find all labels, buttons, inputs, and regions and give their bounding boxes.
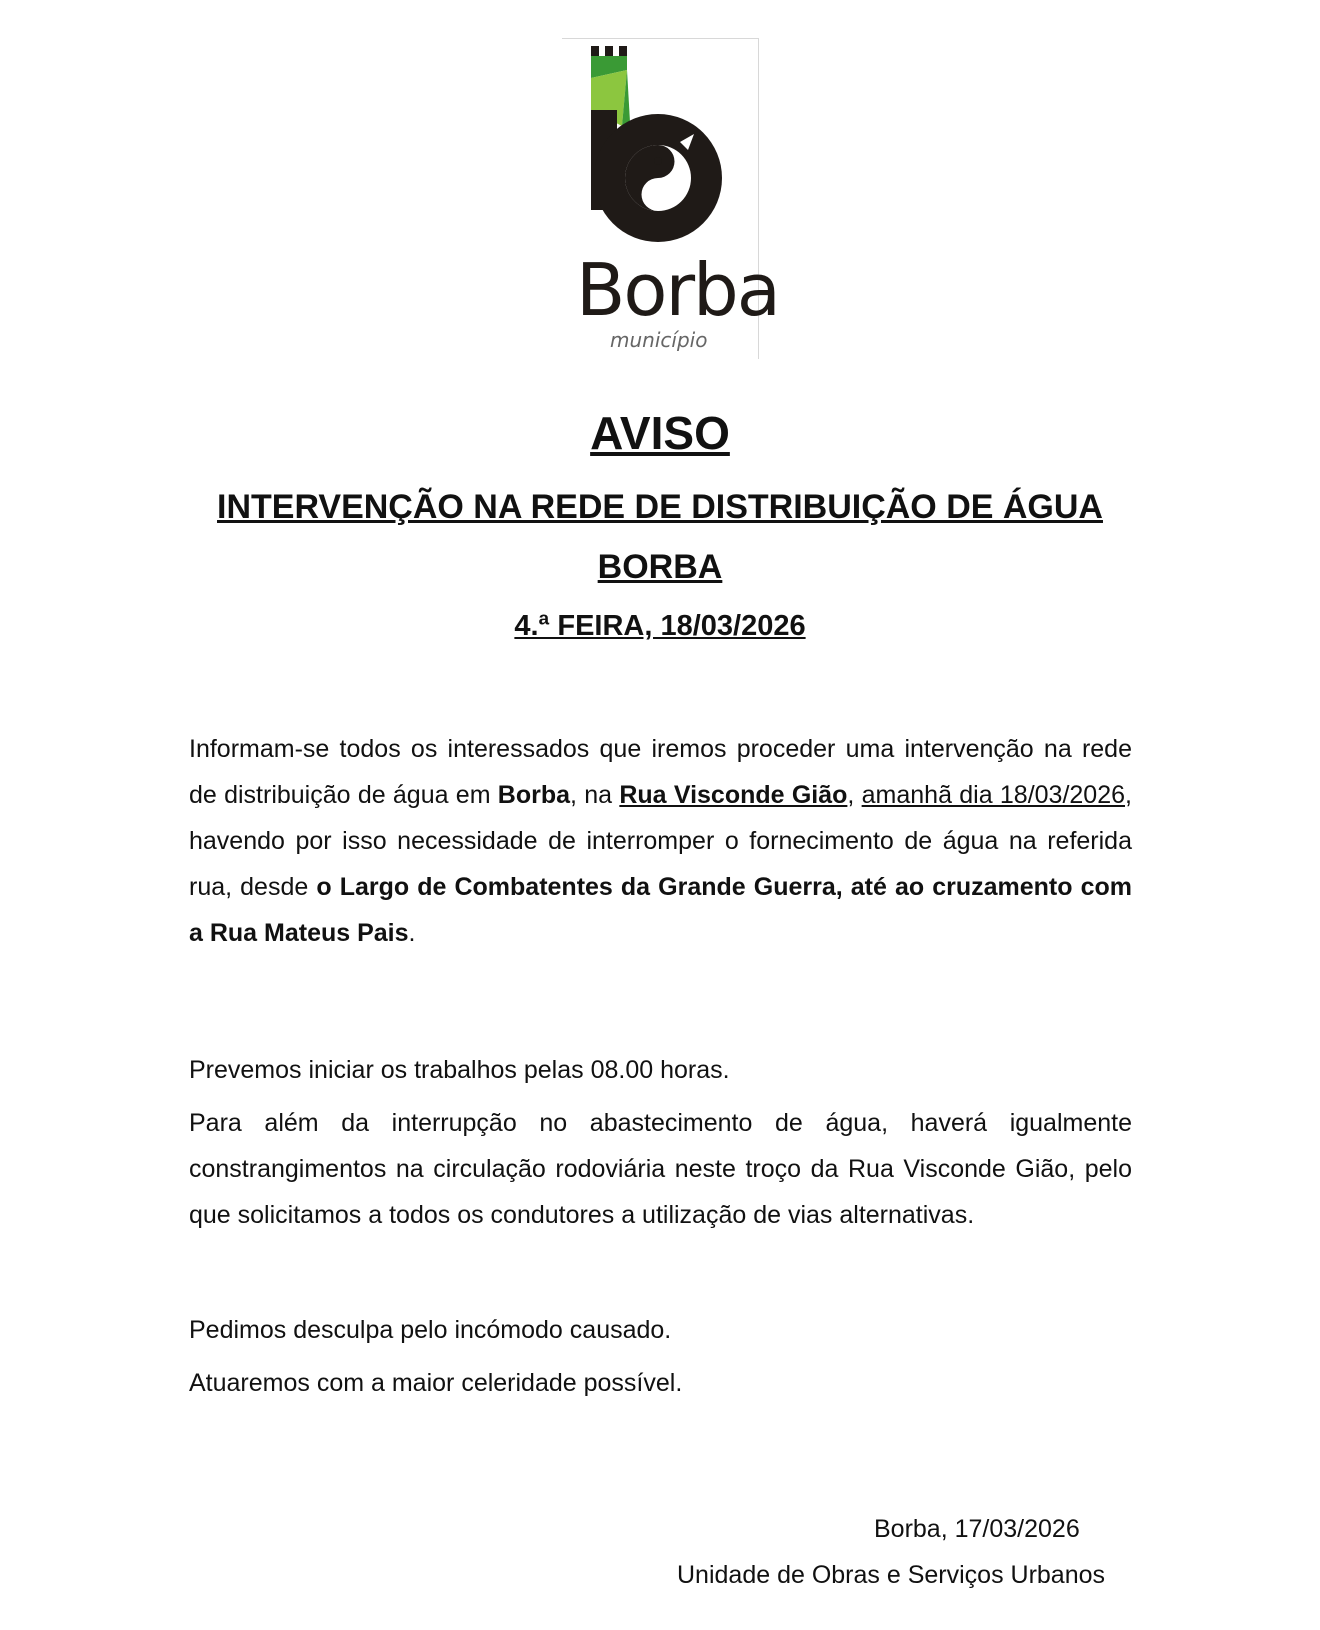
notice-subtitle: INTERVENÇÃO NA REDE DE DISTRIBUIÇÃO DE ÁGUA xyxy=(217,488,1103,526)
notice-paragraph-start-time: Prevemos iniciar os trabalhos pelas 08.00 horas. xyxy=(189,1056,730,1084)
signature-place-date: Borba, 17/03/2026 xyxy=(874,1515,1080,1543)
intro-street: Rua Visconde Gião xyxy=(619,781,848,809)
logo-emblem-icon xyxy=(562,38,760,268)
logo-wordmark: Borba xyxy=(576,248,779,332)
intro-when: amanhã dia 18/03/2026 xyxy=(861,781,1126,809)
intro-text: Informam-se todos os interessados que iremos proceder uma intervenção na rede de distribuição de água em xyxy=(189,735,1132,809)
notice-paragraph-apology: Pedimos desculpa pelo incómodo causado. xyxy=(189,1316,672,1344)
borba-municipality-logo xyxy=(562,38,779,360)
notice-paragraph-intro xyxy=(189,726,1132,956)
intro-text: , havendo por isso necessidade de interromper o fornecimento de água na referida rua, desde xyxy=(189,781,1132,901)
intro-text: , na xyxy=(570,781,620,809)
notice-date: 4.ª FEIRA, 18/03/2026 xyxy=(514,610,806,642)
notice-paragraph-closing: Atuaremos com a maior celeridade possível. xyxy=(189,1369,683,1397)
intro-text: , xyxy=(847,781,862,809)
intro-range: o Largo de Combatentes da Grande Guerra, até ao cruzamento com a Rua Mateus Pais xyxy=(189,873,1132,947)
notice-paragraph-traffic: Para além da interrupção no abastecimento de água, haverá igualmente constrangimentos na circulação rodoviária neste troço da Rua Visconde Gião, pelo que solicitamos a todos os condutores a utilização de vias alternativas. xyxy=(189,1109,1132,1229)
signature-unit: Unidade de Obras e Serviços Urbanos xyxy=(677,1561,1106,1589)
notice-location: BORBA xyxy=(597,548,723,586)
intro-place: Borba xyxy=(497,781,571,809)
intro-text: . xyxy=(408,919,416,947)
logo-subtitle: município xyxy=(610,328,708,352)
notice-title: AVISO xyxy=(590,407,730,459)
